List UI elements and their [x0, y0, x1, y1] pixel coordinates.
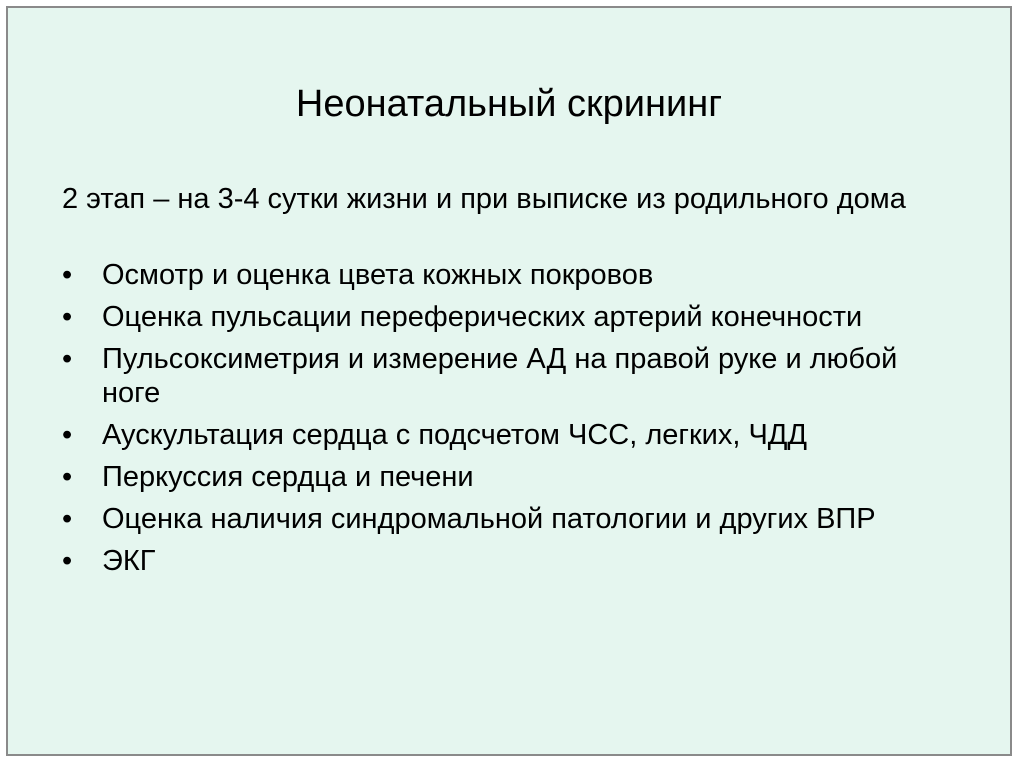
list-item-text: Оценка наличия синдромальной патологии и других ВПР — [102, 503, 876, 535]
list-item — [62, 258, 962, 292]
list-item-text: Оценка пульсации переферических артерий конечности — [102, 301, 863, 333]
slide — [6, 6, 1012, 756]
list-item-text: Аускультация сердца с подсчетом ЧСС, легких, ЧДД — [102, 419, 808, 451]
list-item — [62, 418, 962, 452]
list-item-text: Осмотр и оценка цвета кожных покровов — [102, 259, 654, 291]
stage-intro: 2 этап – на 3-4 сутки жизни и при выписке из родильного дома — [62, 183, 906, 215]
list-item — [62, 460, 962, 494]
bullet-icon: • — [62, 343, 73, 375]
list-item — [62, 544, 962, 578]
bullet-icon: • — [62, 461, 73, 493]
bullet-icon: • — [62, 259, 73, 291]
bullet-icon: • — [62, 545, 73, 577]
bullet-icon: • — [62, 419, 73, 451]
bullet-icon: • — [62, 301, 73, 333]
list-item-text: ЭКГ — [102, 545, 156, 577]
slide-title: Неонатальный скрининг — [295, 83, 723, 125]
list-item — [62, 502, 962, 536]
bullet-list — [62, 258, 962, 586]
list-item-text: Перкуссия сердца и печени — [102, 461, 474, 493]
list-item — [62, 342, 962, 410]
list-item — [62, 300, 962, 334]
list-item-text: Пульсоксиметрия и измерение АД на правой руке и любой ноге — [102, 343, 898, 409]
bullet-icon: • — [62, 503, 73, 535]
